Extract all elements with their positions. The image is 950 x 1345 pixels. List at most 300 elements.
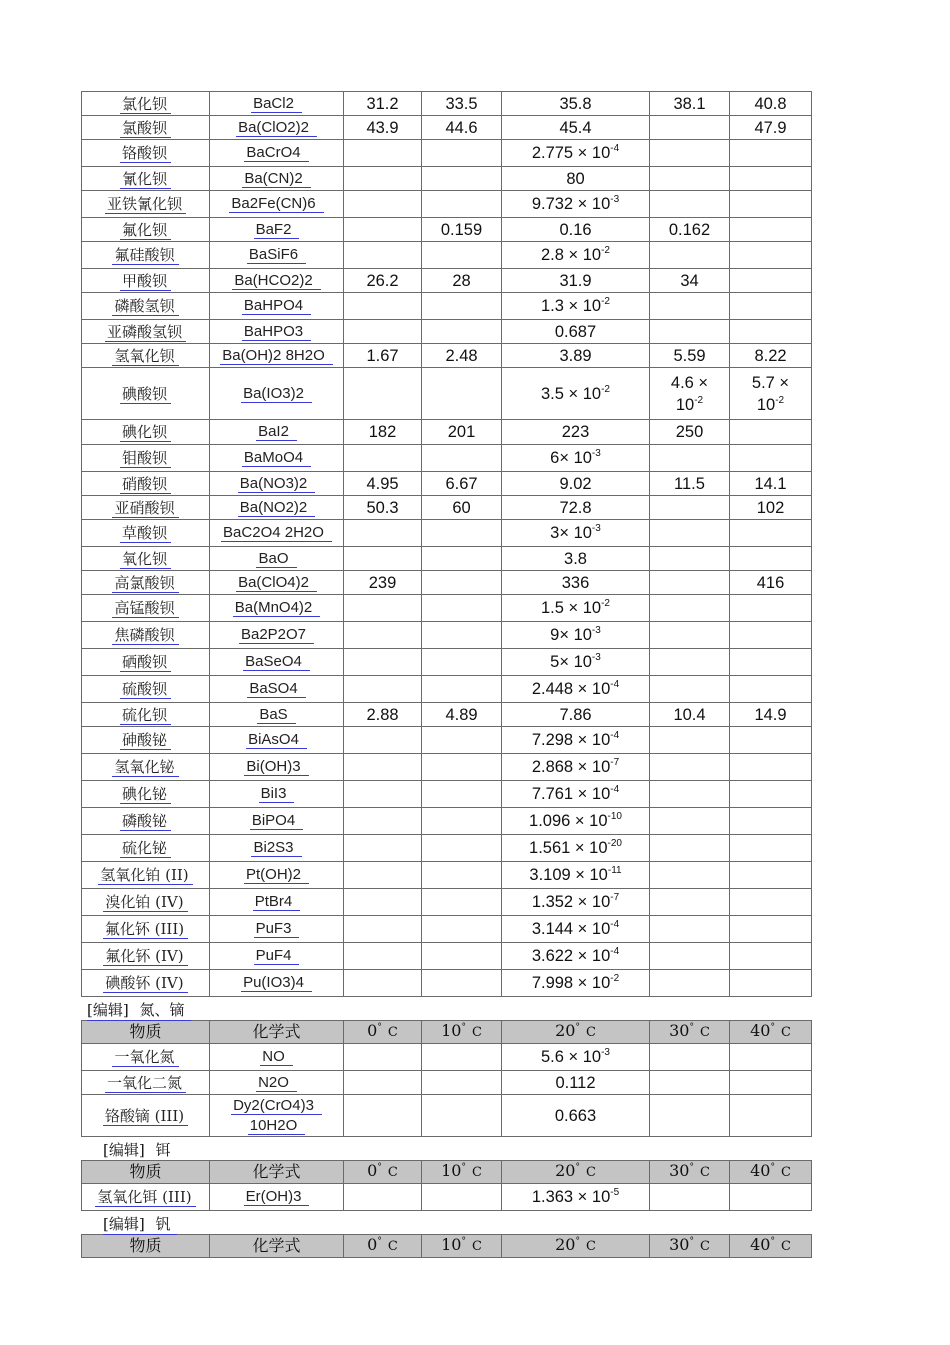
formula-link[interactable]: BaS — [257, 706, 295, 724]
substance-link[interactable]: 氟化钚 (III) — [103, 920, 188, 939]
solubility-t0 — [344, 242, 422, 269]
header-label: 物质 — [129, 1022, 162, 1041]
substance-link[interactable]: 氯酸钡 — [120, 119, 171, 138]
solubility-table-ba — [81, 91, 812, 997]
substance-link[interactable]: 碘酸钡 — [120, 385, 171, 404]
solubility-t0 — [344, 1044, 422, 1071]
value-text: 1.096 × 10 — [529, 812, 608, 830]
formula-link[interactable]: BaHPO3 — [242, 323, 311, 341]
solubility-t30 — [650, 368, 730, 420]
value-text: 5.7 × — [751, 373, 790, 392]
table-row — [82, 676, 812, 703]
exponent: -3 — [591, 625, 601, 636]
table-row — [82, 1095, 812, 1137]
header-temp: 30 — [669, 1021, 690, 1040]
exponent: -2 — [601, 296, 610, 307]
substance-link[interactable]: 甲酸钡 — [120, 272, 171, 291]
substance-cell — [82, 1071, 210, 1095]
formula-cell — [210, 703, 344, 727]
solubility-t10 — [422, 368, 502, 420]
solubility-t10 — [422, 808, 502, 835]
formula-cell — [210, 269, 344, 293]
substance-link[interactable]: 钼酸钡 — [120, 449, 171, 468]
substance-link[interactable]: 氟化钚 (IV) — [103, 947, 187, 966]
solubility-t30 — [650, 520, 730, 547]
header-label: 化学式 — [252, 1162, 301, 1181]
value-text: 31.9 — [559, 271, 592, 290]
header-temp: 30 — [669, 1235, 690, 1254]
formula-link[interactable]: 10H2O — [248, 1117, 306, 1135]
formula-link[interactable]: Ba2P2O7 — [239, 626, 314, 644]
solubility-t10 — [422, 943, 502, 970]
solubility-t40 — [730, 344, 812, 368]
formula-cell — [210, 242, 344, 269]
formula-link[interactable]: BaSeO4 — [243, 653, 310, 671]
degree-sign: ° — [377, 1236, 382, 1247]
table-row — [82, 970, 812, 997]
solubility-t40 — [730, 116, 812, 140]
substance-link[interactable]: 铬酸镝 (III) — [103, 1107, 188, 1126]
solubility-t10 — [422, 242, 502, 269]
substance-cell — [82, 781, 210, 808]
substance-link[interactable]: 磷酸铋 — [120, 812, 171, 831]
unit-c: C — [699, 1025, 710, 1040]
substance-cell — [82, 862, 210, 889]
substance-link[interactable]: 磷酸氢钡 — [112, 297, 178, 316]
formula-cell — [210, 595, 344, 622]
substance-cell — [82, 622, 210, 649]
substance-link[interactable]: 氟硅酸钡 — [112, 246, 178, 265]
value-text: 60 — [452, 498, 471, 517]
unit-c: C — [699, 1239, 710, 1254]
solubility-t30 — [650, 889, 730, 916]
substance-cell — [82, 1044, 210, 1071]
header-temp: 20 — [555, 1161, 576, 1180]
formula-link[interactable]: Bi(OH)3 — [244, 758, 308, 776]
solubility-t10 — [422, 862, 502, 889]
value-text: 3× 10 — [550, 524, 592, 542]
solubility-t40 — [730, 1095, 812, 1137]
value-text: 5.6 × 10 — [540, 1048, 602, 1066]
edit-link[interactable]: [编辑] — [103, 1141, 145, 1159]
value-text: 35.8 — [559, 94, 592, 113]
formula-link[interactable]: PuF4 — [254, 947, 300, 965]
value-text: 102 — [756, 498, 785, 517]
solubility-t40 — [730, 140, 812, 167]
solubility-t30 — [650, 420, 730, 445]
formula-link[interactable]: BaCl2 — [251, 95, 302, 113]
section-heading-er — [81, 1137, 811, 1160]
solubility-t10 — [422, 1095, 502, 1137]
table-row — [82, 472, 812, 496]
formula-link[interactable]: BiI3 — [259, 785, 295, 803]
solubility-t20 — [502, 781, 650, 808]
solubility-t10 — [422, 191, 502, 218]
table-row — [82, 808, 812, 835]
header-temp: 40 — [750, 1021, 771, 1040]
substance-link[interactable]: 氢氧化铒 (III) — [95, 1188, 195, 1207]
value-text: 2.775 × 10 — [531, 144, 611, 162]
solubility-t40 — [730, 1071, 812, 1095]
solubility-t10 — [422, 727, 502, 754]
substance-link[interactable]: 草酸钡 — [120, 524, 171, 543]
exponent: -7 — [610, 757, 620, 768]
formula-link[interactable]: N2O — [256, 1074, 297, 1092]
exponent: -2 — [601, 383, 610, 395]
substance-link[interactable]: 硝酸钡 — [120, 475, 171, 494]
solubility-t40 — [730, 970, 812, 997]
value-text: 1.352 × 10 — [531, 893, 611, 911]
value-text: 239 — [368, 573, 397, 592]
substance-link[interactable]: 一氧化二氮 — [105, 1074, 186, 1093]
substance-link[interactable]: 铬酸钡 — [120, 144, 171, 163]
solubility-t20 — [502, 649, 650, 676]
solubility-table-v — [81, 1234, 812, 1258]
table-row — [82, 116, 812, 140]
solubility-t40 — [730, 472, 812, 496]
header-temp-t30 — [650, 1021, 730, 1044]
substance-link[interactable]: 氯化钡 — [120, 95, 171, 114]
solubility-t40 — [730, 835, 812, 862]
solubility-t20 — [502, 368, 650, 420]
formula-cell — [210, 1071, 344, 1095]
value-text: 34 — [680, 271, 699, 290]
formula-link[interactable]: BaF2 — [254, 221, 300, 239]
value-text: 5.59 — [673, 346, 706, 365]
substance-link[interactable]: 高氯酸钡 — [112, 574, 178, 593]
substance-cell — [82, 92, 210, 116]
solubility-t40 — [730, 1044, 812, 1071]
solubility-t30 — [650, 862, 730, 889]
substance-link[interactable]: 亚铁氰化钡 — [105, 195, 186, 214]
formula-link[interactable]: BaO — [256, 550, 296, 568]
formula-link[interactable]: BaSiF6 — [247, 246, 306, 264]
solubility-t30 — [650, 218, 730, 242]
substance-link[interactable]: 氟化钡 — [120, 221, 171, 240]
substance-cell — [82, 116, 210, 140]
formula-cell — [210, 140, 344, 167]
solubility-t40 — [730, 420, 812, 445]
degree-sign: ° — [770, 1022, 775, 1033]
value-text: 2.868 × 10 — [531, 758, 611, 776]
solubility-t20 — [502, 1184, 650, 1211]
solubility-t0 — [344, 368, 422, 420]
formula-link[interactable]: BiAsO4 — [246, 731, 307, 749]
value-text: 0.162 — [668, 220, 711, 239]
substance-link[interactable]: 碘化铋 — [120, 785, 171, 804]
formula-link[interactable]: BaMoO4 — [242, 449, 311, 467]
header-temp: 30 — [669, 1161, 690, 1180]
solubility-t20 — [502, 547, 650, 571]
solubility-t10 — [422, 547, 502, 571]
solubility-t0 — [344, 472, 422, 496]
header-temp-t10 — [422, 1161, 502, 1184]
solubility-t20 — [502, 676, 650, 703]
substance-cell — [82, 496, 210, 520]
solubility-t20 — [502, 496, 650, 520]
formula-cell — [210, 835, 344, 862]
value-text: 43.9 — [366, 118, 399, 137]
value-text: 40.8 — [754, 94, 787, 113]
solubility-t40 — [730, 218, 812, 242]
exponent: -4 — [610, 919, 620, 930]
solubility-t10 — [422, 269, 502, 293]
unit-c: C — [471, 1239, 482, 1254]
solubility-t20 — [502, 862, 650, 889]
substance-link[interactable]: 焦磷酸钡 — [112, 626, 178, 645]
substance-cell — [82, 889, 210, 916]
degree-sign: ° — [575, 1236, 580, 1247]
degree-sign: ° — [770, 1236, 775, 1247]
formula-cell — [210, 191, 344, 218]
solubility-t30 — [650, 344, 730, 368]
solubility-t20 — [502, 191, 650, 218]
formula-link[interactable]: Ba(NO3)2 — [238, 475, 316, 493]
formula-cell — [210, 727, 344, 754]
value-text: 1.561 × 10 — [529, 839, 608, 857]
edit-link[interactable]: [编辑] — [87, 1001, 129, 1019]
substance-link[interactable]: 亚磷酸氢钡 — [105, 323, 186, 342]
formula-link[interactable]: Ba2Fe(CN)6 — [229, 195, 323, 213]
solubility-t40 — [730, 808, 812, 835]
exponent: -4 — [610, 143, 620, 154]
solubility-t40 — [730, 781, 812, 808]
solubility-t0 — [344, 191, 422, 218]
table-row — [82, 1071, 812, 1095]
solubility-t30 — [650, 269, 730, 293]
exponent: -10 — [607, 811, 622, 822]
header-temp-t20 — [502, 1235, 650, 1258]
solubility-t10 — [422, 520, 502, 547]
solubility-t20 — [502, 727, 650, 754]
solubility-t10 — [422, 92, 502, 116]
formula-link[interactable]: BaC2O4 2H2O — [221, 524, 332, 542]
formula-link[interactable]: Ba(MnO4)2 — [233, 599, 321, 617]
formula-cell — [210, 970, 344, 997]
header-temp: 40 — [750, 1161, 771, 1180]
value-text: 6.67 — [445, 474, 478, 493]
unit-c: C — [471, 1165, 482, 1180]
value-text: 201 — [447, 423, 476, 441]
solubility-t20 — [502, 835, 650, 862]
formula-cell — [210, 547, 344, 571]
substance-cell — [82, 754, 210, 781]
unit-c: C — [387, 1239, 398, 1254]
solubility-t20 — [502, 808, 650, 835]
formula-cell — [210, 649, 344, 676]
formula-link[interactable]: NO — [260, 1048, 293, 1066]
formula-cell — [210, 676, 344, 703]
header-substance — [82, 1161, 210, 1184]
substance-link[interactable]: 碘化钡 — [120, 423, 171, 442]
value-text: 1.3 × 10 — [540, 297, 602, 315]
solubility-t30 — [650, 116, 730, 140]
formula-cell — [210, 445, 344, 472]
substance-link[interactable]: 氢氧化铋 — [112, 758, 178, 777]
formula-link[interactable]: BaI2 — [256, 423, 297, 441]
section-heading-n-dy — [81, 997, 811, 1020]
solubility-t40 — [730, 754, 812, 781]
formula-cell — [210, 472, 344, 496]
substance-cell — [82, 472, 210, 496]
substance-link[interactable]: 碘酸钚 (IV) — [103, 974, 187, 993]
value-text: 1.5 × 10 — [540, 599, 602, 617]
value-text: 14.1 — [754, 474, 787, 493]
formula-cell — [210, 808, 344, 835]
substance-link[interactable]: 氢氧化钡 — [112, 347, 178, 366]
formula-cell — [210, 167, 344, 191]
solubility-t20 — [502, 889, 650, 916]
solubility-t40 — [730, 676, 812, 703]
value-text: 7.298 × 10 — [531, 731, 611, 749]
formula-link[interactable]: BaHPO4 — [242, 297, 311, 315]
substance-cell — [82, 320, 210, 344]
header-label: 化学式 — [252, 1236, 301, 1255]
substance-link[interactable]: 砷酸铋 — [120, 731, 171, 750]
solubility-t20 — [502, 943, 650, 970]
header-temp-t40 — [730, 1235, 812, 1258]
value-text: 1.363 × 10 — [531, 1188, 611, 1206]
solubility-t20 — [502, 344, 650, 368]
solubility-t0 — [344, 703, 422, 727]
substance-link[interactable]: 溴化铂 (IV) — [103, 893, 187, 912]
solubility-t10 — [422, 445, 502, 472]
solubility-t40 — [730, 1184, 812, 1211]
formula-link[interactable]: Ba(CN)2 — [242, 170, 310, 188]
header-temp: 10 — [441, 1021, 462, 1040]
solubility-t0 — [344, 781, 422, 808]
solubility-t10 — [422, 889, 502, 916]
header-temp: 20 — [555, 1235, 576, 1254]
formula-link[interactable]: PtBr4 — [253, 893, 301, 911]
solubility-t0 — [344, 889, 422, 916]
solubility-t40 — [730, 889, 812, 916]
header-temp: 10 — [441, 1161, 462, 1180]
value-text: 38.1 — [673, 94, 706, 113]
formula-cell — [210, 622, 344, 649]
formula-link[interactable]: Ba(IO3)2 — [241, 385, 312, 403]
formula-link[interactable]: BaSO4 — [247, 680, 305, 698]
formula-link[interactable]: Pu(IO3)4 — [241, 974, 312, 992]
solubility-t0 — [344, 496, 422, 520]
formula-link[interactable]: PuF3 — [254, 920, 300, 938]
substance-link[interactable]: 亚硝酸钡 — [112, 499, 178, 518]
formula-link[interactable]: BiPO4 — [250, 812, 303, 830]
substance-cell — [82, 1184, 210, 1211]
solubility-t40 — [730, 368, 812, 420]
degree-sign: ° — [461, 1236, 466, 1247]
solubility-t10 — [422, 703, 502, 727]
value-text: 2.48 — [445, 346, 478, 365]
solubility-t40 — [730, 269, 812, 293]
formula-link[interactable]: Ba(NO2)2 — [238, 499, 316, 517]
solubility-t30 — [650, 496, 730, 520]
table-row — [82, 1044, 812, 1071]
substance-cell — [82, 943, 210, 970]
exponent: -3 — [591, 652, 601, 663]
substance-link[interactable]: 一氧化氮 — [112, 1048, 178, 1067]
header-label: 物质 — [129, 1162, 162, 1181]
formula-cell — [210, 496, 344, 520]
solubility-t10 — [422, 344, 502, 368]
formula-cell — [210, 571, 344, 595]
substance-link[interactable]: 硫酸钡 — [120, 680, 171, 699]
solubility-t40 — [730, 943, 812, 970]
formula-cell — [210, 781, 344, 808]
formula-link[interactable]: Ba(HCO2)2 — [232, 272, 320, 290]
substance-link[interactable]: 高锰酸钡 — [112, 599, 178, 618]
value-text: 28 — [452, 271, 471, 290]
value-text: 0.159 — [440, 220, 483, 239]
header-temp-t0 — [344, 1021, 422, 1044]
formula-cell — [210, 1044, 344, 1071]
value-text: 4.95 — [366, 474, 399, 493]
formula-link[interactable]: BaCrO4 — [244, 144, 308, 162]
value-text: 3.8 — [564, 549, 587, 568]
formula-link[interactable]: Ba(ClO2)2 — [236, 119, 317, 137]
solubility-t0 — [344, 835, 422, 862]
header-temp: 40 — [750, 1235, 771, 1254]
header-temp-t30 — [650, 1235, 730, 1258]
formula-link[interactable]: Ba(OH)2 8H2O — [220, 347, 333, 365]
substance-link[interactable]: 氰化钡 — [120, 170, 171, 189]
table-row — [82, 420, 812, 445]
table-row — [82, 1184, 812, 1211]
substance-link[interactable]: 氧化钡 — [120, 550, 171, 569]
substance-cell — [82, 242, 210, 269]
table-row — [82, 547, 812, 571]
solubility-t0 — [344, 970, 422, 997]
value-text: 182 — [368, 423, 397, 441]
substance-link[interactable]: 硫化铋 — [120, 839, 171, 858]
solubility-t40 — [730, 293, 812, 320]
formula-link[interactable]: Er(OH)3 — [244, 1188, 310, 1206]
exponent: -5 — [610, 1187, 620, 1198]
formula-link[interactable]: Dy2(CrO4)3 — [231, 1097, 322, 1115]
solubility-t20 — [502, 1095, 650, 1137]
formula-cell — [210, 943, 344, 970]
value-text: 3.144 × 10 — [531, 920, 611, 938]
substance-link[interactable]: 氢氧化铂 (II) — [98, 866, 192, 885]
value-text: 7.86 — [559, 705, 592, 724]
table-row — [82, 571, 812, 595]
substance-link[interactable]: 硒酸钡 — [120, 653, 171, 672]
substance-cell — [82, 703, 210, 727]
substance-cell — [82, 140, 210, 167]
formula-link[interactable]: Ba(ClO4)2 — [236, 574, 317, 592]
value-text: 2.448 × 10 — [531, 680, 611, 698]
substance-cell — [82, 420, 210, 445]
substance-link[interactable]: 硫化钡 — [120, 706, 171, 725]
solubility-t10 — [422, 595, 502, 622]
edit-link[interactable]: [编辑] — [103, 1215, 145, 1233]
degree-sign: ° — [575, 1022, 580, 1033]
solubility-t0 — [344, 571, 422, 595]
formula-link[interactable]: Pt(OH)2 — [244, 866, 309, 884]
degree-sign: ° — [770, 1162, 775, 1173]
solubility-t30 — [650, 1184, 730, 1211]
table-row — [82, 320, 812, 344]
exponent: -3 — [610, 194, 620, 205]
table-row — [82, 140, 812, 167]
substance-cell — [82, 808, 210, 835]
formula-link[interactable]: Bi2S3 — [251, 839, 301, 857]
table-row — [82, 862, 812, 889]
table-header-row — [82, 1161, 812, 1184]
table-header-row — [82, 1235, 812, 1258]
unit-c: C — [780, 1165, 791, 1180]
solubility-t30 — [650, 1095, 730, 1137]
